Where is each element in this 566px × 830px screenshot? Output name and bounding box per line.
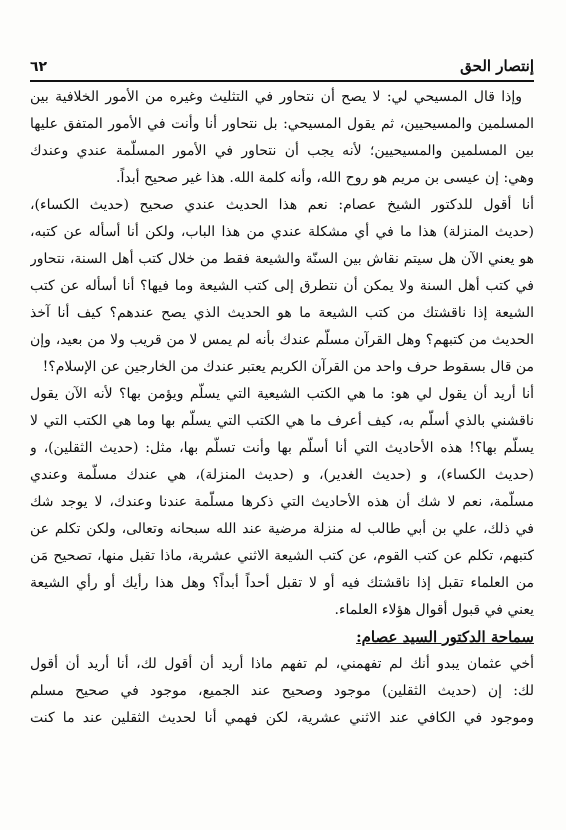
text-line: أخي عثمان يبدو أنك لم تفهمني، لم تفهم ماذا أريد أن أقول لك، أنا أريد أن أقول: [30, 656, 534, 672]
page-number: ٦٢: [30, 59, 48, 75]
text-line: من قال بسقوط حرف واحد من القرآن الكريم يعتبر عندك من الخارجين عن الإسلام؟!: [42, 359, 534, 375]
text-line: في ذلك، علي بن أبي طالب له منزلة مرضية عند الله سبحانه وتعالى، ولكن تكلم عن: [30, 521, 534, 537]
text-line: أنا أقول للدكتور الشيخ عصام: نعم هذا الحديث عندي صحيح (حديث الكساء)،: [30, 197, 534, 213]
text-line: في كتب أهل السنة ولا يمكن أن نتطرق إلى كتب الشيعة وما فيها؟ أنا أسأله عن كتب: [30, 278, 534, 294]
text-line: بين المسلمين والمسيحيين؛ لأنه يجب أن نتحاور في الأمور المسلّمة عندي وعندك: [30, 143, 534, 159]
text-line: ناقشني بالذي أسلّم به، كيف أعرف ما هي الكتب التي يسلّم بها وما هي الكتب التي لا: [30, 413, 534, 429]
text-line: (حديث المنزلة) هذا ما في أي مشكلة عندي من هذا الباب، ولكن أنا أسأله عن كتبه،: [30, 224, 534, 240]
text-line: الحديث من كتبهم؟ وهل القرآن مسلّم عندك بأنه لم يمس لا من قريب ولا من بعيد، وإن: [30, 332, 534, 348]
running-title: إنتصار الحق: [460, 57, 534, 75]
text-line: مسلّمة، نعم لا شك أن هذه الأحاديث التي ذكرها مسلّمة عندنا وعندك، لا يوجد شك: [30, 494, 534, 510]
speaker-heading: سماحة الدكتور السيد عصام:: [356, 628, 534, 646]
text-line: أنا أريد أن يقول لي هو: ما هي الكتب الشيعية التي يسلّم ويؤمن بها؟ لأنه الآن يقول: [30, 386, 534, 402]
text-line: وإذا قال المسيحي لي: لا يصح أن نتحاور في التثليث وغيره من الأمور الخلافية بين: [30, 89, 522, 105]
text-line: يعني في قبول أقوال هؤلاء العلماء.: [334, 602, 534, 618]
text-line: من العلماء تقبل إذا ناقشتك فيه أو لا تقبل أحداً أبداً؟ وهل هذا رأيك أو رأي الشيعة: [30, 575, 534, 591]
text-line: المسلمين والمسيحيين، ثم يقول المسيحي: بل نتحاور أنا وأنت في الأمور المتفق عليها: [30, 116, 534, 132]
text-line: هو يعني الآن هل سيتم نقاش بين السنّة والشيعة فقط من خلال كتب أهل السنة، نتحاور: [30, 251, 534, 267]
header-rule: [30, 80, 534, 82]
text-line: وهي: إن عيسى بن مريم هو روح الله، وأنه كلمة الله. هذا غير صحيح أبداً.: [116, 170, 534, 186]
text-line: كتبهم، تكلم عن كتب القوم، عن كتب الشيعة الاثني عشرية، ماذا تقبل منها، تصحيح مَن: [30, 548, 534, 564]
body-text: [30, 84, 534, 732]
page-header: [30, 53, 534, 75]
text-line: وموجود في الكافي عند الاثني عشرية، لكن فهمي أنا لحديث الثقلين عند ما كنت: [30, 710, 534, 726]
text-line: لك: إن (حديث الثقلين) موجود وصحيح عند الجميع، موجود في صحيح مسلم: [30, 683, 534, 699]
text-line: يسلّم بها؟! هذه الأحاديث التي أنا أسلّم بها وأنت تسلّم بها، مثل: (حديث الثقلين)، و: [30, 440, 534, 456]
text-line: (حديث الكساء)، و (حديث الغدير)، و (حديث المنزلة)، هي عندك مسلّمة وعندي: [30, 467, 534, 483]
text-line: الشيعة إذا ناقشتك من كتب الشيعة ما هو الحديث الذي يصح عندهم؟ كيف أنا آخذ: [30, 305, 534, 321]
